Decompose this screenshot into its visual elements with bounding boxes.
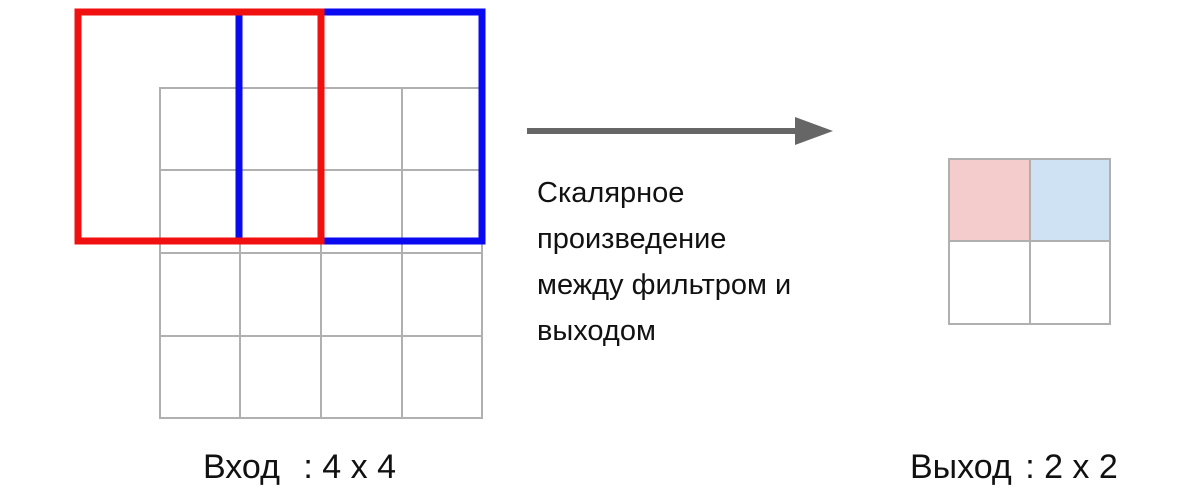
description-line: произведение <box>537 223 727 255</box>
output-cell-top-left <box>949 159 1030 241</box>
red-filter-window <box>78 12 321 241</box>
input-caption <box>203 448 396 487</box>
arrow <box>527 117 833 145</box>
description-line: Скалярное <box>537 177 685 209</box>
input-label: Вход <box>203 448 280 486</box>
output-grid <box>949 159 1110 324</box>
description-line: выходом <box>537 315 656 347</box>
output-size: : 2 x 2 <box>1025 448 1118 486</box>
description-line: между фильтром и <box>537 269 792 301</box>
description <box>537 170 791 354</box>
output-label: Выход <box>910 448 1012 486</box>
arrow-head <box>795 117 833 145</box>
input-size: : 4 x 4 <box>303 448 396 486</box>
output-cell-top-right <box>1030 159 1110 241</box>
output-caption <box>910 448 1118 487</box>
blue-filter-window <box>239 12 482 241</box>
